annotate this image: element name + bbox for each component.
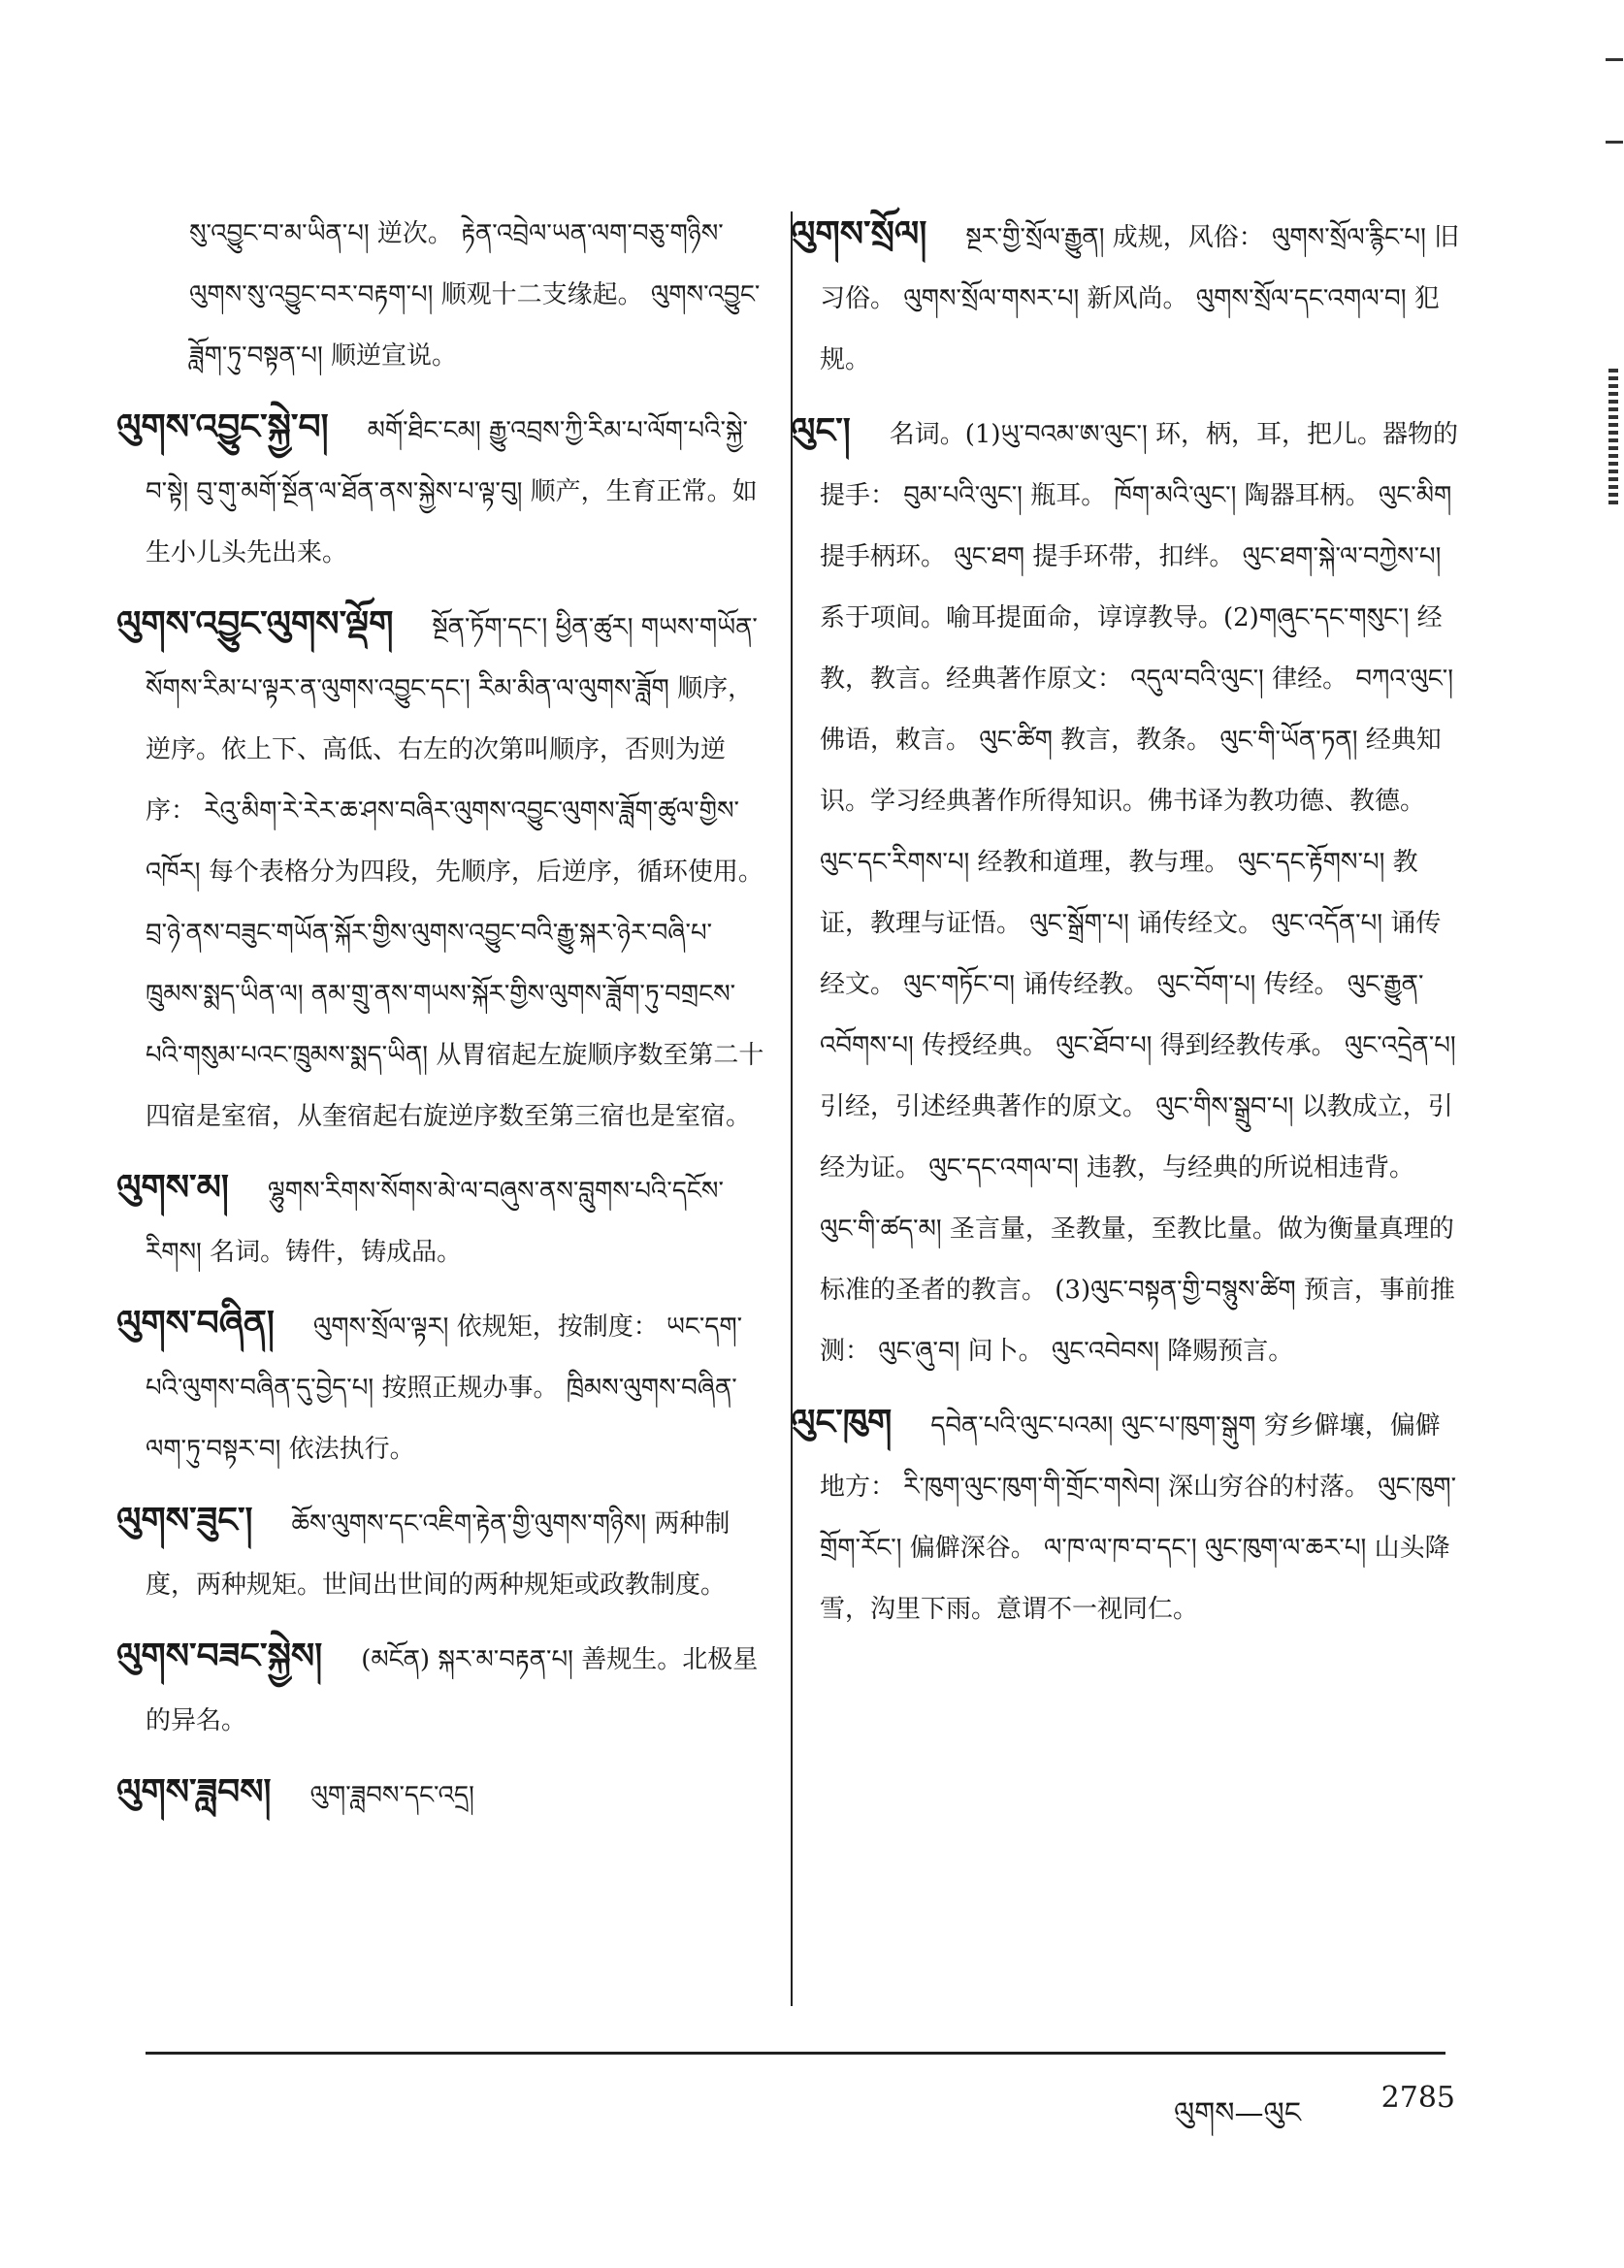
- page-footer: [1174, 2081, 1455, 2162]
- entry-definition: (མངོན) སྐར་མ་བརྟན་པ། 善规生。北极星的异名。: [146, 1645, 759, 1735]
- entry-definition: སྔོན་ཏོག་དང་། ཕྱིན་ཚུར། གཡས་གཡོན་སོགས་རིམ་པ་ལྟར་ན་ལུགས་འབྱུང་དང་། རིམ་མིན་ལ་ལུགས་ཟློག 顺序，逆序。依上下、高低、右左的次第叫顺序，否则为逆序： རེའུ་མིག་རེ་རེར་ཆ་ཤས་བཞིར་ལུགས་འབྱུང་ལུགས་ཟློག་ཚུལ་གྱིས་འཁོར། 每个表格分为四段，先顺序，后逆序，循环使用。 བྲ་ཉེ་ནས་བཟུང་གཡོན་སྐོར་གྱིས་ལུགས་འབྱུང་བའི་རྒྱུ་སྐར་ཉེར་བཞི་པ་ཁྲུམས་སྨད་ཡིན་ལ། ནམ་གྲུ་ནས་གཡས་སྐོར་གྱིས་ལུགས་ཟློག་ཏུ་བགྲངས་པའི་གསུམ་པའང་ཁྲུམས་སྨད་ཡིན། 从胃宿起左旋顺序数至第二十四宿是室宿，从奎宿起右旋逆序数至第三宿也是室宿。: [146, 613, 764, 1131]
- margin-scan-artifact: [1608, 369, 1618, 504]
- column-left: [116, 204, 766, 1836]
- entry-definition: 名词。(1)ཡུ་བའམ་ཨ་ལུང་། 环，柄，耳，把儿。器物的提手： བུམ་པའི་ལུང་། 瓶耳。 ཁོག་མའི་ལུང་། 陶器耳柄。 ལུང་མིག 提手柄环。 ལུང་ཐག 提手环带，扣绊。 ལུང་ཐག་སྐེ་ལ་བཀྱེས་པ། 系于项间。喻耳提面命，谆谆教导。(2)གཞུང་དང་གསུང་། 经教，教言。经典著作原文： འདུལ་བའི་ལུང་། 律经。 བཀའ་ལུང་། 佛语，敕言。 ལུང་ཚིག 教言，教条。 ལུང་གི་ཡོན་ཏན། 经典知识。学习经典著作所得知识。佛书译为教功德、教德。 ལུང་དང་རིགས་པ། 经教和道理，教与理。 ལུང་དང་རྟོགས་པ། 教证，教理与证悟。 ལུང་སྒྲོག་པ། 诵传经文。 ལུང་འདོན་པ། 诵传经文。 ལུང་གཏོང་བ། 诵传经教。 ལུང་བོག་པ། 传经。 ལུང་རྒྱུན་འབོགས་པ། 传授经典。 ལུང་ཐོབ་པ། 得到经教传承。 ལུང་འདྲེན་པ། 引经，引述经典著作的原文。 ལུང་གིས་སྒྲུབ་པ། 以教成立，引经为证。 ལུང་དང་འགལ་བ། 违教，与经典的所说相违背。 ལུང་གི་ཚད་མ། 圣言量，圣教量，至教比量。做为衡量真理的标准的圣者的教言。 (3)ལུང་བསྟན་གྱི་བསྙུས་ཚིག 预言，事前推测： ལུང་ཞུ་བ། 问卜。 ལུང་འབེབས། 降赐预言。: [820, 420, 1459, 1366]
- entry-definition: ལུག་ཟླབས་དང་འདྲ།: [309, 1781, 474, 1810]
- entry-headword: ལུགས་འབྱུང་ལུགས་ལྡོག: [116, 603, 394, 644]
- entry-definition: ལྷུགས་རིགས་སོགས་མེ་ལ་བཞུས་ནས་བླུགས་པའི་དངོས་རིགས། 名词。铸件，铸成品。: [146, 1177, 724, 1267]
- dictionary-entry: [116, 1626, 766, 1752]
- entry-headword: ལུང་ཁུག: [791, 1402, 893, 1442]
- entry-headword: ལུགས་བཞིན།: [116, 1303, 275, 1344]
- entry-headword: ལུགས་བཟང་སྐྱེས།: [116, 1636, 323, 1676]
- page-number: 2785: [1380, 2081, 1455, 2115]
- dictionary-entry: [791, 204, 1460, 391]
- entry-headword: ལུགས་ཟླབས།: [116, 1771, 272, 1812]
- dictionary-entry: [791, 1392, 1460, 1640]
- dictionary-entry: [116, 594, 766, 1148]
- entry-headword: ལུང་།: [791, 410, 851, 451]
- entry-headword: ལུགས་ཟུང་།: [116, 1500, 253, 1540]
- entry-definition: དབེན་པའི་ལུང་པའམ། ལུང་པ་ཁུག་སྒུག 穷乡僻壤，偏僻地方： རི་ཁུག་ལུང་ཁུག་གི་གྲོང་གསེབ། 深山穷谷的村落。 ལུང་ཁུག་གྲོག་རོང་། 偏僻深谷。 ལ་ཁ་ལ་ཁ་བ་དང་། ལུང་ཁུག་ལ་ཆར་པ། 山头降雪，沟里下雨。意谓不一视同仁。: [820, 1411, 1457, 1624]
- entry-headword: ལུགས་མ།: [116, 1167, 229, 1208]
- entry-definition: ལུགས་སྲོལ་ལྟར། 依规矩，按制度： ཡང་དག་པའི་ལུགས་བཞིན་དུ་བྱེད་པ། 按照正规办事。 ཁྲིམས་ལུགས་བཞིན་ལག་ཏུ་བསྟར་བ། 依法执行。: [146, 1312, 743, 1464]
- entry-definition: སྔར་གྱི་སྲོལ་རྒྱུན། 成规，风俗： ལུགས་སྲོལ་རྙིང་པ། 旧习俗。 ལུགས་སྲོལ་གསར་པ། 新风尚。 ལུགས་སྲོལ་དང་འགལ་བ། 犯规。: [820, 223, 1460, 374]
- dictionary-entry: [116, 397, 766, 584]
- entry-headword: ལུགས་འབྱུང་སྐྱེ་བ།: [116, 406, 329, 447]
- dictionary-entry: [116, 1157, 766, 1283]
- dictionary-entry: [791, 401, 1460, 1382]
- dictionary-entry: [116, 1490, 766, 1616]
- running-head: ལུགས—ལུང: [1174, 2096, 1302, 2130]
- dictionary-entry: [116, 1293, 766, 1480]
- margin-tick: [1606, 58, 1623, 61]
- entry-definition: སུ་འབྱུང་བ་མ་ཡིན་པ། 逆次。 རྟེན་འབྲེལ་ཡན་ལག་བཅུ་གཉིས་ལུགས་སུ་འབྱུང་བར་བརྟག་པ། 顺观十二支缘起。 ལུགས་འབྱུང་ཟློག་ཏུ་བསྟན་པ། 顺逆宣说。: [189, 219, 761, 371]
- entry-definition: ཆོས་ལུགས་དང་འཇིག་རྟེན་གྱི་ལུགས་གཉིས། 两种制度，两种规矩。世间出世间的两种规矩或政教制度。: [146, 1509, 731, 1600]
- margin-tick: [1606, 141, 1623, 144]
- column-right: [791, 204, 1460, 1650]
- column-divider: [791, 211, 793, 2006]
- footer-rule: [146, 2052, 1445, 2055]
- dictionary-entry: [116, 1762, 766, 1827]
- dictionary-entry: [146, 204, 766, 387]
- entry-headword: ལུགས་སྲོལ།: [791, 213, 927, 254]
- entry-definition: མགོ་ཐིང་ངམ། རྒྱུ་འབྲས་ཀྱི་རིམ་པ་ལོག་པའི་སྐྱེ་བ་སྟེ། བུ་གུ་མགོ་སྔོན་ལ་ཐོན་ནས་སྐྱེས་པ་ལྟ་བུ། 顺产，生育正常。如生小儿头先出来。: [146, 416, 758, 567]
